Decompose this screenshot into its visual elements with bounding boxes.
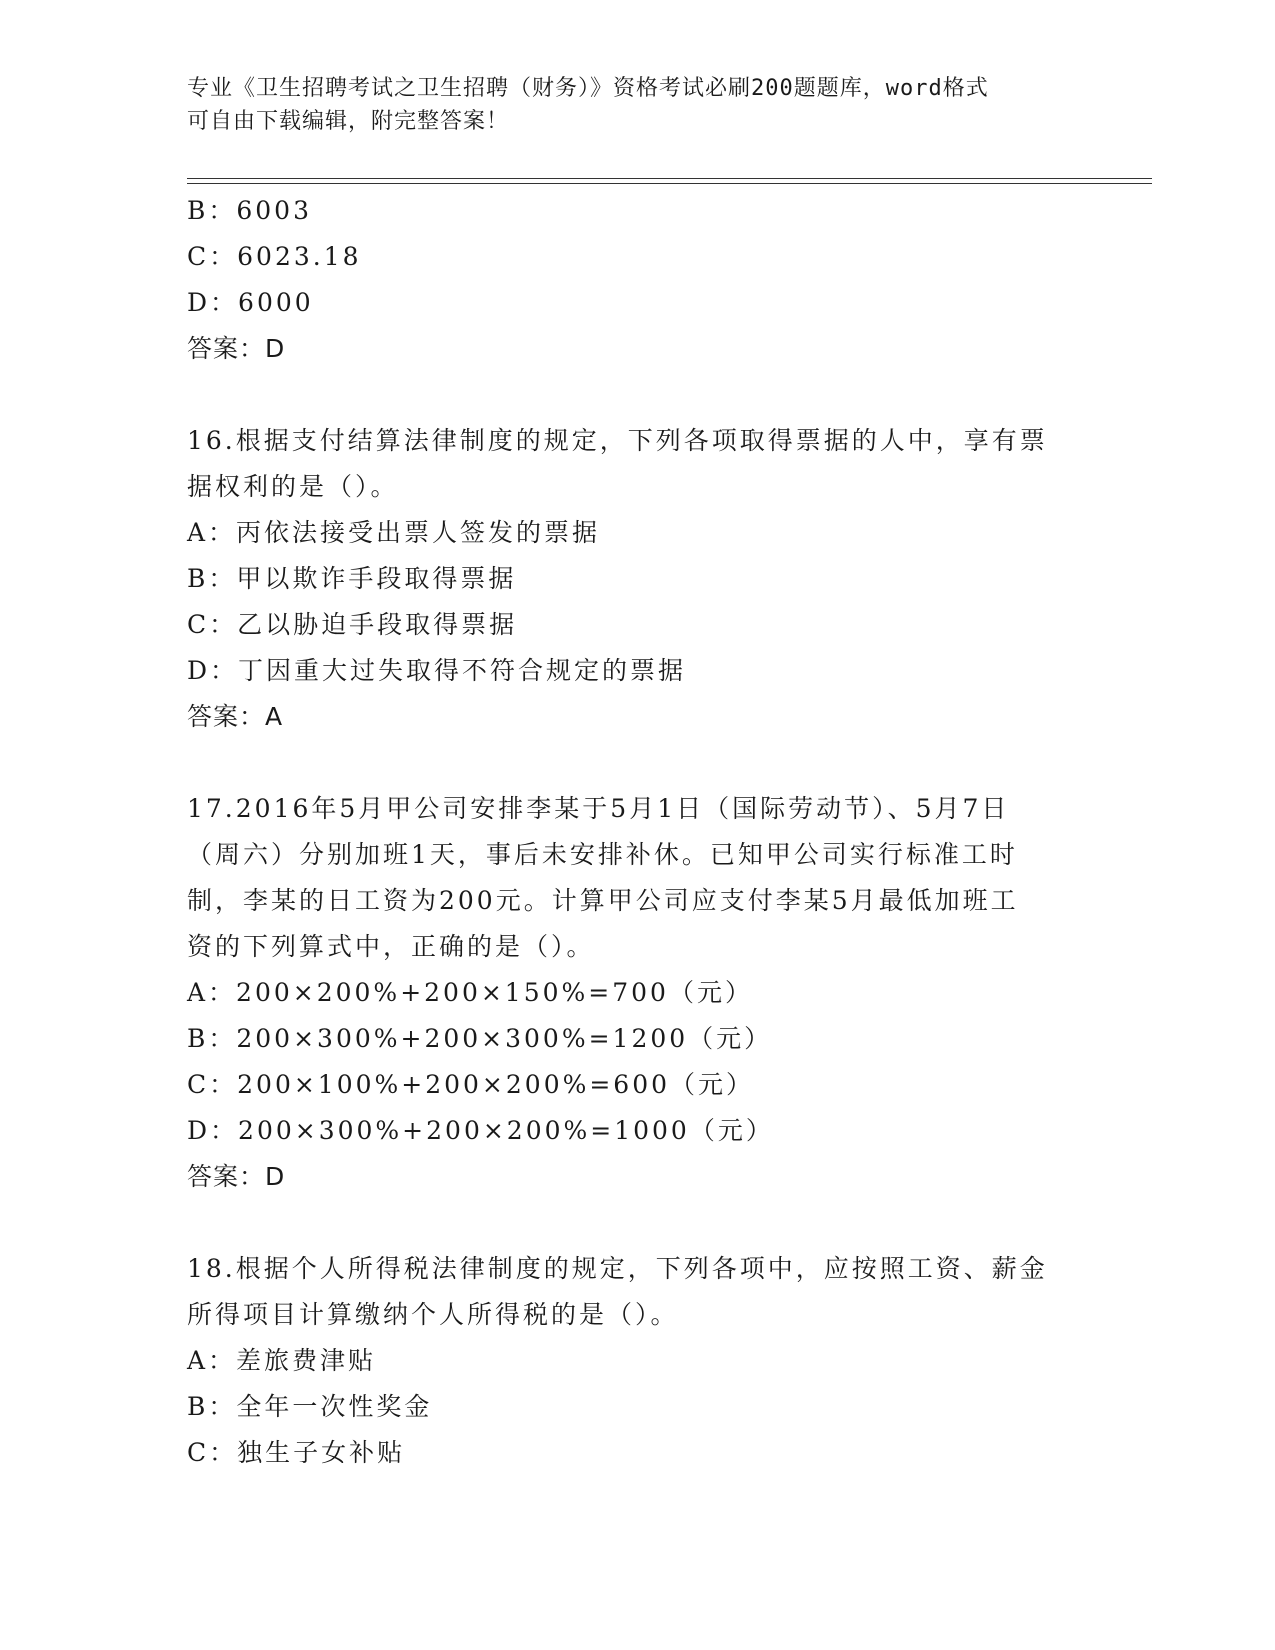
question-spacer (187, 372, 1087, 418)
question-18 (187, 1246, 1087, 1476)
option-c: C：独生子女补贴 (187, 1438, 406, 1467)
question-stem: 所得项目计算缴纳个人所得税的是（）。 (187, 1300, 679, 1329)
question-stem: 16.根据支付结算法律制度的规定，下列各项取得票据的人中，享有票 (187, 426, 1048, 455)
question-stem: 17.2016年5月甲公司安排李某于5月1日（国际劳动节）、5月7日 (187, 794, 1010, 823)
option-c: C：6023.18 (187, 242, 362, 271)
header-divider-top (187, 178, 1152, 179)
option-d: D：6000 (187, 288, 314, 317)
option-c: C：200×100%+200×200%=600（元） (187, 1070, 755, 1099)
option-b: B：甲以欺诈手段取得票据 (187, 564, 517, 593)
option-b: B：全年一次性奖金 (187, 1392, 433, 1421)
question-stem: 据权利的是（）。 (187, 472, 399, 501)
answer: 答案：D (187, 334, 286, 363)
question-stem: 18.根据个人所得税法律制度的规定，下列各项中，应按照工资、薪金 (187, 1254, 1048, 1283)
header-title-line-1: 专业《卫生招聘考试之卫生招聘（财务）》资格考试必刷200题题库，word格式 (187, 76, 989, 101)
question-spacer (187, 1200, 1087, 1246)
question-stem: 资的下列算式中，正确的是（）。 (187, 932, 595, 961)
option-d: D：200×300%+200×200%=1000（元） (187, 1116, 774, 1145)
question-list (187, 188, 1087, 1476)
page-header (187, 72, 1067, 138)
question-15-tail (187, 188, 1087, 372)
question-stem: （周六）分别加班1天，事后未安排补休。已知甲公司实行标准工时 (187, 840, 1018, 869)
option-a: A：差旅费津贴 (187, 1346, 377, 1375)
answer: 答案：A (187, 702, 284, 731)
header-title-line-2: 可自由下载编辑，附完整答案！ (187, 109, 510, 134)
question-stem: 制，李某的日工资为200元。计算甲公司应支付李某5月最低加班工 (187, 886, 1019, 915)
question-16 (187, 418, 1087, 740)
answer: 答案：D (187, 1162, 286, 1191)
option-b: B：200×300%+200×300%=1200（元） (187, 1024, 773, 1053)
header-divider-bottom (187, 183, 1152, 184)
option-c: C：乙以胁迫手段取得票据 (187, 610, 518, 639)
option-a: A：200×200%+200×150%=700（元） (187, 978, 753, 1007)
option-b: B：6003 (187, 196, 312, 225)
question-17 (187, 786, 1087, 1200)
question-spacer (187, 740, 1087, 786)
option-a: A：丙依法接受出票人签发的票据 (187, 518, 601, 547)
option-d: D：丁因重大过失取得不符合规定的票据 (187, 656, 687, 685)
